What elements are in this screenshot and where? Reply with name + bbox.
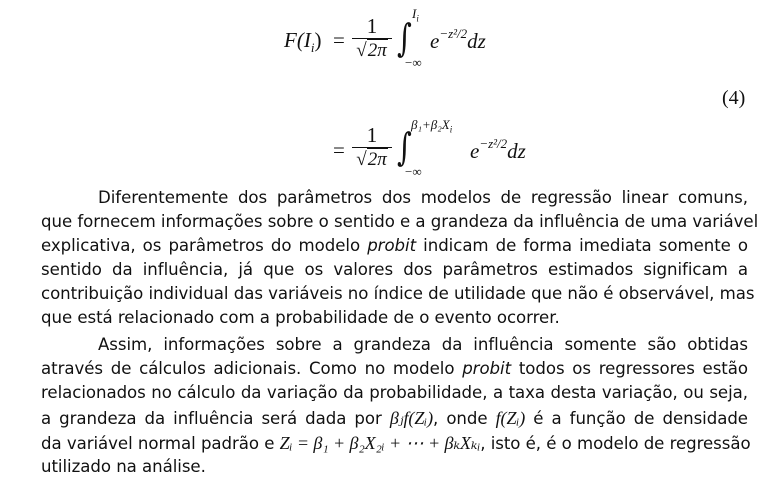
equation-line-1 [0, 0, 781, 80]
paragraph-line: Assim, informações sobre a grandeza da influência somente são obtidas [98, 335, 748, 354]
paragraph-line: da variável normal padrão e Zᵢ = β₁ + β₂X₂ᵢ + ⋯ + βₖXₖᵢ, isto é, é o modelo de regressão [41, 433, 751, 453]
eq1-upper-limit: $I_i$ [412, 6, 419, 24]
probit-term: probit [367, 236, 417, 255]
eq1-integral-sign: ∫ [397, 16, 412, 60]
eq2-upper-limit: $\beta_1+\beta_2X_i$ [411, 117, 453, 135]
paragraph-line: a grandeza da influência será dada por βⱼf(Zᵢ), onde f(Zᵢ) é a função de densidade [41, 408, 748, 428]
eq1-lower-limit: −∞ [405, 55, 422, 70]
eq2-lower-limit: −∞ [405, 164, 422, 179]
inline-math-beta-f: βⱼf(Zᵢ) [389, 408, 434, 428]
paragraph-line: sentido da influência, já que os valores dos parâmetros estimados significam a [41, 260, 748, 279]
eq2-integrand: $e^{-z^2/2}dz$ [470, 136, 526, 163]
paragraph-line: através de cálculos adicionais. Como no modelo probit todos os regressores estão [41, 359, 748, 378]
eq2-integral-sign: ∫ [397, 125, 412, 169]
paragraph-line: explicativa, os parâmetros do modelo probit indicam de forma imediata somente o [41, 236, 749, 255]
equation-number: (4) [722, 87, 746, 109]
eq1-fraction: 1 √2π [352, 15, 392, 62]
paragraph-line: Diferentemente dos parâmetros dos modelos de regressão linear comuns, [98, 188, 748, 207]
inline-math-z-definition: Zᵢ = β₁ + β₂X₂ᵢ + ⋯ + βₖXₖᵢ [279, 433, 481, 453]
eq1-equals: = [333, 28, 345, 52]
eq1-lhs: $F(I_i)$ [284, 28, 322, 56]
equation-line-2 [0, 112, 781, 188]
paragraph-line: que está relacionado com a probabilidade de o evento ocorrer. [41, 308, 560, 327]
paragraph-line: contribuição individual das variáveis no índice de utilidade que não é observável, mas [41, 284, 755, 303]
eq2-fraction: 1 √2π [352, 124, 392, 171]
inline-math-f-z: f(Zᵢ) [495, 408, 526, 428]
paragraph-line: relacionados no cálculo da variação da probabilidade, a taxa desta variação, ou seja, [41, 383, 748, 402]
eq2-equals: = [333, 138, 345, 162]
paragraph-line: utilizado na análise. [41, 457, 206, 476]
paragraph-line: que fornecem informações sobre o sentido e a grandeza da influência de uma variável [41, 212, 759, 231]
probit-term: probit [462, 359, 512, 378]
eq1-integrand: $e^{-z^2/2}dz$ [430, 26, 486, 53]
